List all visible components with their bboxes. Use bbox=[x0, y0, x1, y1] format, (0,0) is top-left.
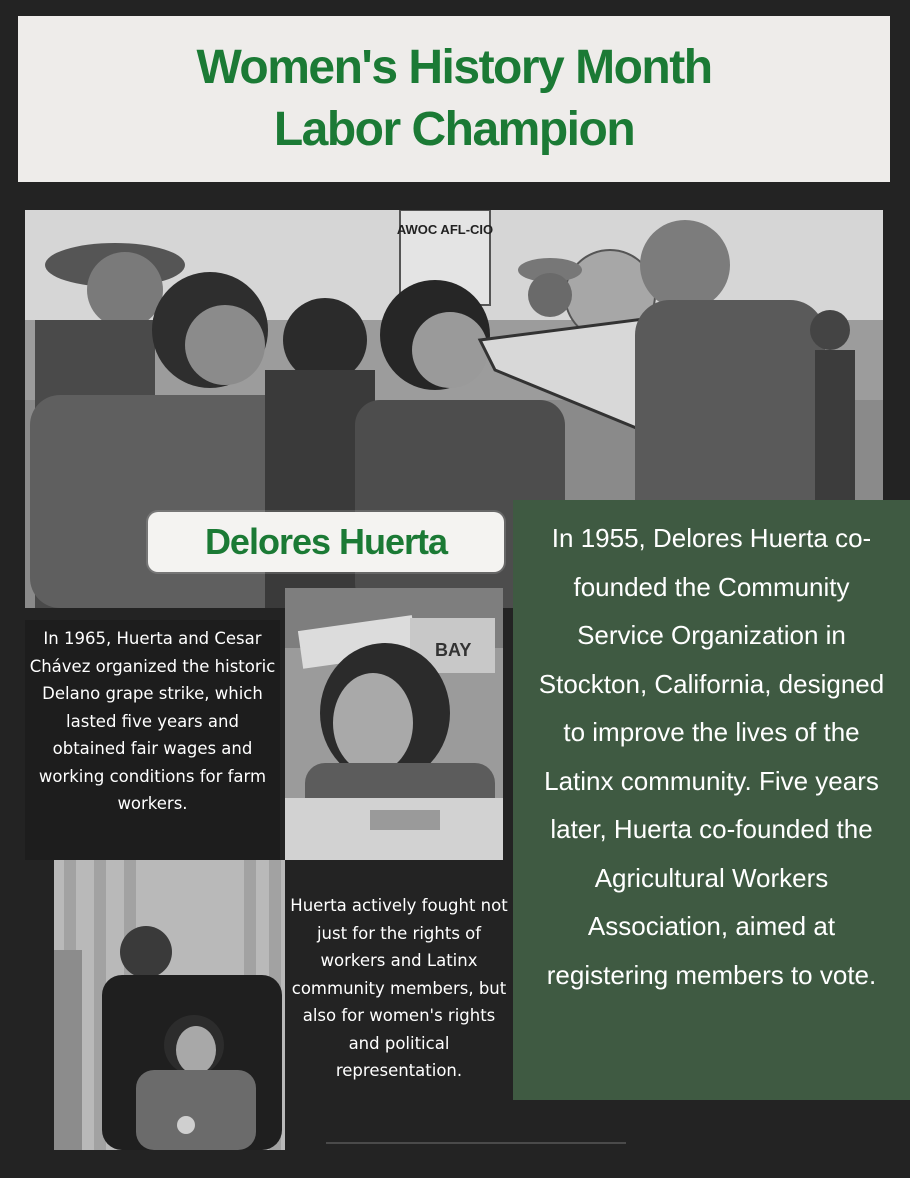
portrait-photo-illustration bbox=[285, 588, 503, 860]
rights-advocacy-text: Huerta actively fought not just for the rights of workers and Latinx community members, but also for women's rights and political representation. bbox=[290, 896, 508, 1080]
csoinfo-panel bbox=[513, 500, 910, 1100]
title-banner bbox=[18, 16, 890, 182]
title-line-1: Women's History Month bbox=[196, 41, 712, 94]
portrait-sign-text: BAY bbox=[435, 640, 472, 660]
divider bbox=[326, 1142, 626, 1144]
delano-strike-text: In 1965, Huerta and Cesar Chávez organized the historic Delano grape strike, which lasted five years and obtained fair wages and working conditions for farm workers. bbox=[29, 629, 276, 813]
csoinfo-text: In 1955, Delores Huerta co-founded the Community Service Organization in Stockton, California, designed to improve the lives of the Latinx community. Five years later, Huerta co-founded the Agricultural Workers Association, aimed at registering members to vote. bbox=[538, 523, 885, 990]
name-label: Delores Huerta bbox=[148, 512, 504, 572]
medal-photo-illustration bbox=[54, 860, 285, 1150]
title-line-2: Labor Champion bbox=[273, 103, 635, 156]
portrait-photo bbox=[285, 588, 503, 860]
rights-advocacy-block bbox=[288, 892, 510, 1122]
medal-ceremony-photo bbox=[54, 860, 285, 1150]
rally-sign-text: AWOC AFL-CIO bbox=[396, 222, 494, 237]
delano-strike-block bbox=[25, 620, 280, 860]
